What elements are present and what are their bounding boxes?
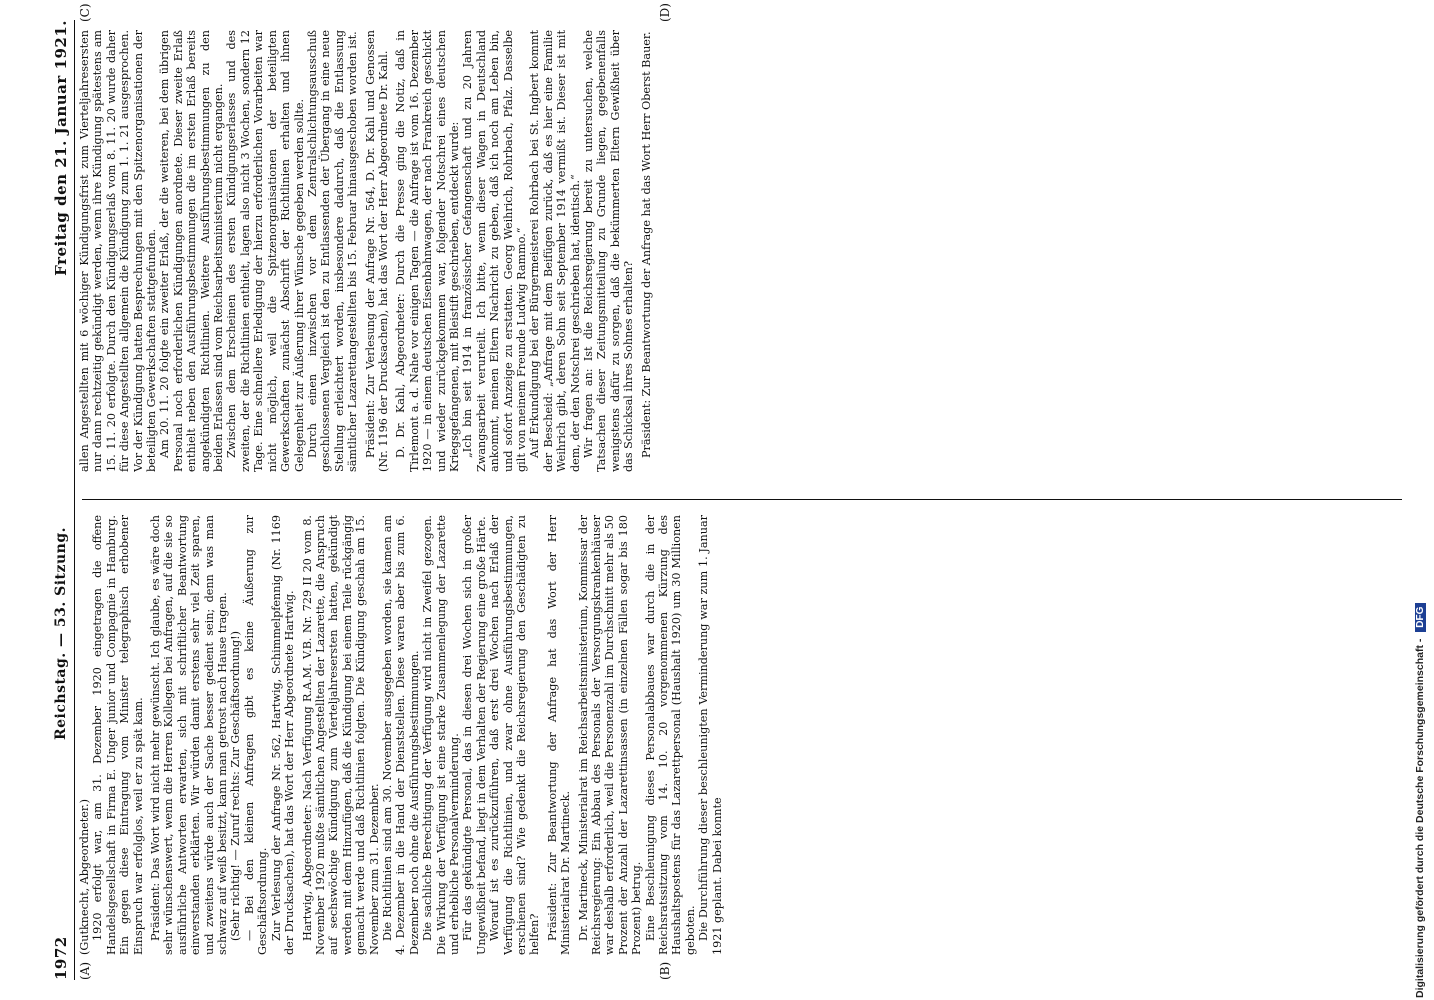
paragraph: Durch einen inzwischen vor dem Zentralschlichtungsausschuß geschlossenen Vergleich ist den zu Entlassenden der Übergang in eine neue Stellung erleichtert worden, insbesondere dadurch, daß die Entlassung sämtlicher Lazarettangestellten bis 15. Februar hinausgeschoben worden ist. xyxy=(305,30,360,472)
paragraph: Wir fragen an: Ist die Reichsregierung bereit zu untersuchen, welche Tatsachen dieser Zeitungsmitteilung zu Grunde liegen, gegebenenfalls wenigstens dafür zu sorgen, daß die bekümmerten Eltern Gewißheit über das Schicksal ihres Sohnes erhalten? xyxy=(582,30,636,472)
paragraph: Auf Erkundigung bei der Bürgermeisterei Rohrbach bei St. Ingbert kommt der Bescheid: „Anfrage mit dem Beifügen zurück, daß es hier eine Familie Weihrich gibt, deren Sohn seit September 1914 vermißt ist. Dieser ist mit dem, der den Notschrei geschrieben hat, identisch.“ xyxy=(528,30,582,472)
paragraph: Die Durchführung dieser beschleunigten Verminderung war zum 1. Januar 1921 geplant. Dabei konnte xyxy=(697,515,724,955)
paragraph: Am 20. 11. 20 folgte ein zweiter Erlaß, der die weiteren, bei dem übrigen Personal noch erforderlichen Kündigungen anordnete. Dieser zweite Erlaß enthielt neben den Ausführungsbestimmungen die im ersten Erlaß bereits angekündigten Richtlinien. Weitere Ausführungsbestimmungen zu den beiden Erlassen sind vom Reichsarbeitsministerium nicht ergangen. xyxy=(158,30,226,472)
paragraph: D. Dr. Kahl, Abgeordneter: Durch die Presse ging die Notiz, daß in Tirlemont a. d. Nahe vor einigen Tagen — die Anfrage ist vom 16. Dezember 1920 — in einem deutschen Eisenbahnwagen, der nach Frankreich geschickt und wieder zurückgekommen war, folgender Notschrei eines deutschen Kriegsgefangenen, mit Bleistift geschrieben, entdeckt wurde: xyxy=(394,30,461,472)
paragraph: — Bei den kleinen Anfragen gibt es keine Äußerung zur Geschäftsordnung. xyxy=(242,515,270,955)
paragraph: Dr. Martineck, Ministerialrat im Reichsarbeitsministerium, Kommissar der Reichsregierung: Ein Abbau des Personals der Versorgungskrankenhäuser war deshalb erforderlich, weil die Personenzahl im Durchschnitt mehr als 50 Prozent der Anzahl der Lazarettinsassen (in einzelnen Fällen sogar bis 180 Prozent) betrug. xyxy=(576,515,644,955)
dfg-logo: DFG xyxy=(1415,603,1426,632)
margin-marker-b: (B) xyxy=(658,961,672,980)
header-session: Reichstag. — 53. Sitzung. xyxy=(53,527,69,740)
digitization-credit-bar xyxy=(1412,8,1430,998)
page-number: 1972 xyxy=(52,936,70,980)
page-inner xyxy=(38,0,1408,1000)
paragraph: (Gutknecht, Abgeordneter.) xyxy=(78,799,91,955)
page-header xyxy=(46,20,75,980)
paragraph: Hartwig, Abgeordneter: Nach Verfügung R.A.M. V.B. Nr. 729 II 20 vom 8. November 1920 mußte sämtlichen Angestellten der Lazarette, die Anspruch auf sechswöchige Kündigung zum Vierteljahresersten hatten, gekündigt werden mit dem Hinzufügen, daß die Kündigung bei einem Teile rückgängig gemacht werde und daß Richtlinien folgten. Die Kündigung geschah am 15. November zum 31. Dezember. xyxy=(300,515,381,955)
paragraph: Präsident: Zur Beantwortung der Anfrage hat das Wort der Herr Ministerialrat Dr. Martineck. xyxy=(545,515,573,955)
right-column xyxy=(78,30,1404,472)
rotated-document-page xyxy=(38,0,1408,1000)
paragraph: Die sachliche Berechtigung der Verfügung wird nicht in Zweifel gezogen. Die Wirkung der Verfügung ist eine starke Zusammenlegung der Lazarette und erhebliche Personalverminderung. xyxy=(421,515,461,955)
paragraph: Präsident: Das Wort wird nicht mehr gewünscht. Ich glaube, es wäre doch sehr wünschenswert, wenn die Herren Kollegen bei Anfragen, auf die sie so ausführliche Antworten erwarten, sich mit schriftlicher Beantwortung einverstanden erklärten. Wir würden damit erstens sehr viel Zeit sparen, und zweitens würde auch der Sache besser gedient sein; denn was man schwarz auf weiß besitzt, kann man getrost nach Hause tragen. xyxy=(149,515,230,955)
paragraph: allen Angestellten mit 6 wöchiger Kündigungsfrist zum Vierteljahresersten nur dann rechtzeitig gekündigt werden, wenn ihre Kündigung spätestens am 15. 11. 20 erfolgte. Durch den Kündigungserlaß vom 8. 11. 20 wurde daher für diese Angestellten allgemein die Kündigung zum 1. 1. 21 ausgesprochen. Vor der Kündigung hatten Besprechungen mit den Spitzenorganisationen der beteiligten Gewerkschaften stattgefunden. xyxy=(78,30,159,472)
paragraph: „Ich bin seit 1914 in französischer Gefangenschaft und zu 20 Jahren Zwangsarbeit verurteilt. Ich bitte, wenn dieser Wagen in Deutschland ankommt, meinen Eltern Nachricht zu geben, daß ich noch am Leben bin, und sofort Anzeige zu erstatten. Georg Weihrich, Rohrbach, Pfalz. Dasselbe gilt von meinem Freunde Ludwig Rammo.“ xyxy=(461,30,528,472)
credit-text: Digitalisierung gefördert durch die Deutsche Forschungsgemeinschaft - xyxy=(1414,638,1426,998)
paragraph: Die Richtlinien sind am 30. November ausgegeben worden, sie kamen am 4. Dezember in die Hand der Dienststellen. Diese waren aber bis zum 6. Dezember noch ohne die Ausführungsbestimmungen. xyxy=(380,515,421,955)
paragraph: Zwischen dem Erscheinen des ersten Kündigungserlasses und des zweiten, der die Richtlinien enthielt, lagen also nicht 3 Wochen, sondern 12 Tage. Eine schnellere Erledigung der hierzu erforderlichen Vorarbeiten war nicht möglich, weil die Spitzenorganisationen der beteiligten Gewerkschaften zunächst Abschrift der Richtlinien erhalten und ihnen Gelegenheit zur Äußerung ihrer Wünsche gegeben werden sollte. xyxy=(225,30,306,472)
header-date: Freitag den 21. Januar 1921. xyxy=(52,20,70,276)
paragraph: Eine Beschleunigung dieses Personalabbaues war durch die in der Reichsratssitzung vom 14. 10. 20 vorgenommenen Kürzung des Haushaltspostens für das Lazarettpersonal (Haushalt 1920) um 30 Millionen geboten. xyxy=(643,515,697,955)
paragraph: 1920 erfolgt war, am 31. Dezember 1920 eingetragen die offene Handelsgesellschaft in Firma E. Unger junior und Compagnie in Hamburg. Ein gegen diese Eintragung vom Minister telegraphisch erhobener Einspruch war erfolglos, weil er zu spät kam. xyxy=(91,515,145,955)
paragraph: Zur Verlesung der Anfrage Nr. 562, Hartwig, Schimmelpfennig (Nr. 1169 der Drucksachen), hat das Wort der Herr Abgeordnete Hartwig. xyxy=(269,515,297,955)
paragraph: (Sehr richtig! — Zuruf rechts: Zur Geschäftsordnung!) xyxy=(229,631,243,941)
column-divider xyxy=(82,499,1402,500)
paragraph: Für das gekündigte Personal, das in diesen drei Wochen sich in großer Ungewißheit befand, liegt in dem Verhalten der Regierung eine große Härte. xyxy=(461,515,488,955)
left-column xyxy=(78,515,1404,955)
digitization-credit xyxy=(1414,18,1426,998)
paragraph: Worauf ist es zurückzuführen, daß erst drei Wochen nach Erlaß der Verfügung die Richtlinien, und zwar ohne Ausführungsbestimmungen, erschienen sind? Wie gedenkt die Reichsregierung den Geschädigten zu helfen? xyxy=(488,515,542,955)
paragraph: Präsident: Zur Verlesung der Anfrage Nr. 564, D. Dr. Kahl und Genossen (Nr. 1196 der Drucksachen), hat das Wort der Herr Abgeordnete Dr. Kahl. xyxy=(363,30,390,472)
margin-marker-a: (A) xyxy=(78,961,92,980)
margin-marker-d: (D) xyxy=(658,3,672,22)
paragraph: Präsident: Zur Beantwortung der Anfrage hat das Wort Herr Oberst Bauer. xyxy=(639,31,653,458)
margin-marker-c: (C) xyxy=(78,3,92,22)
